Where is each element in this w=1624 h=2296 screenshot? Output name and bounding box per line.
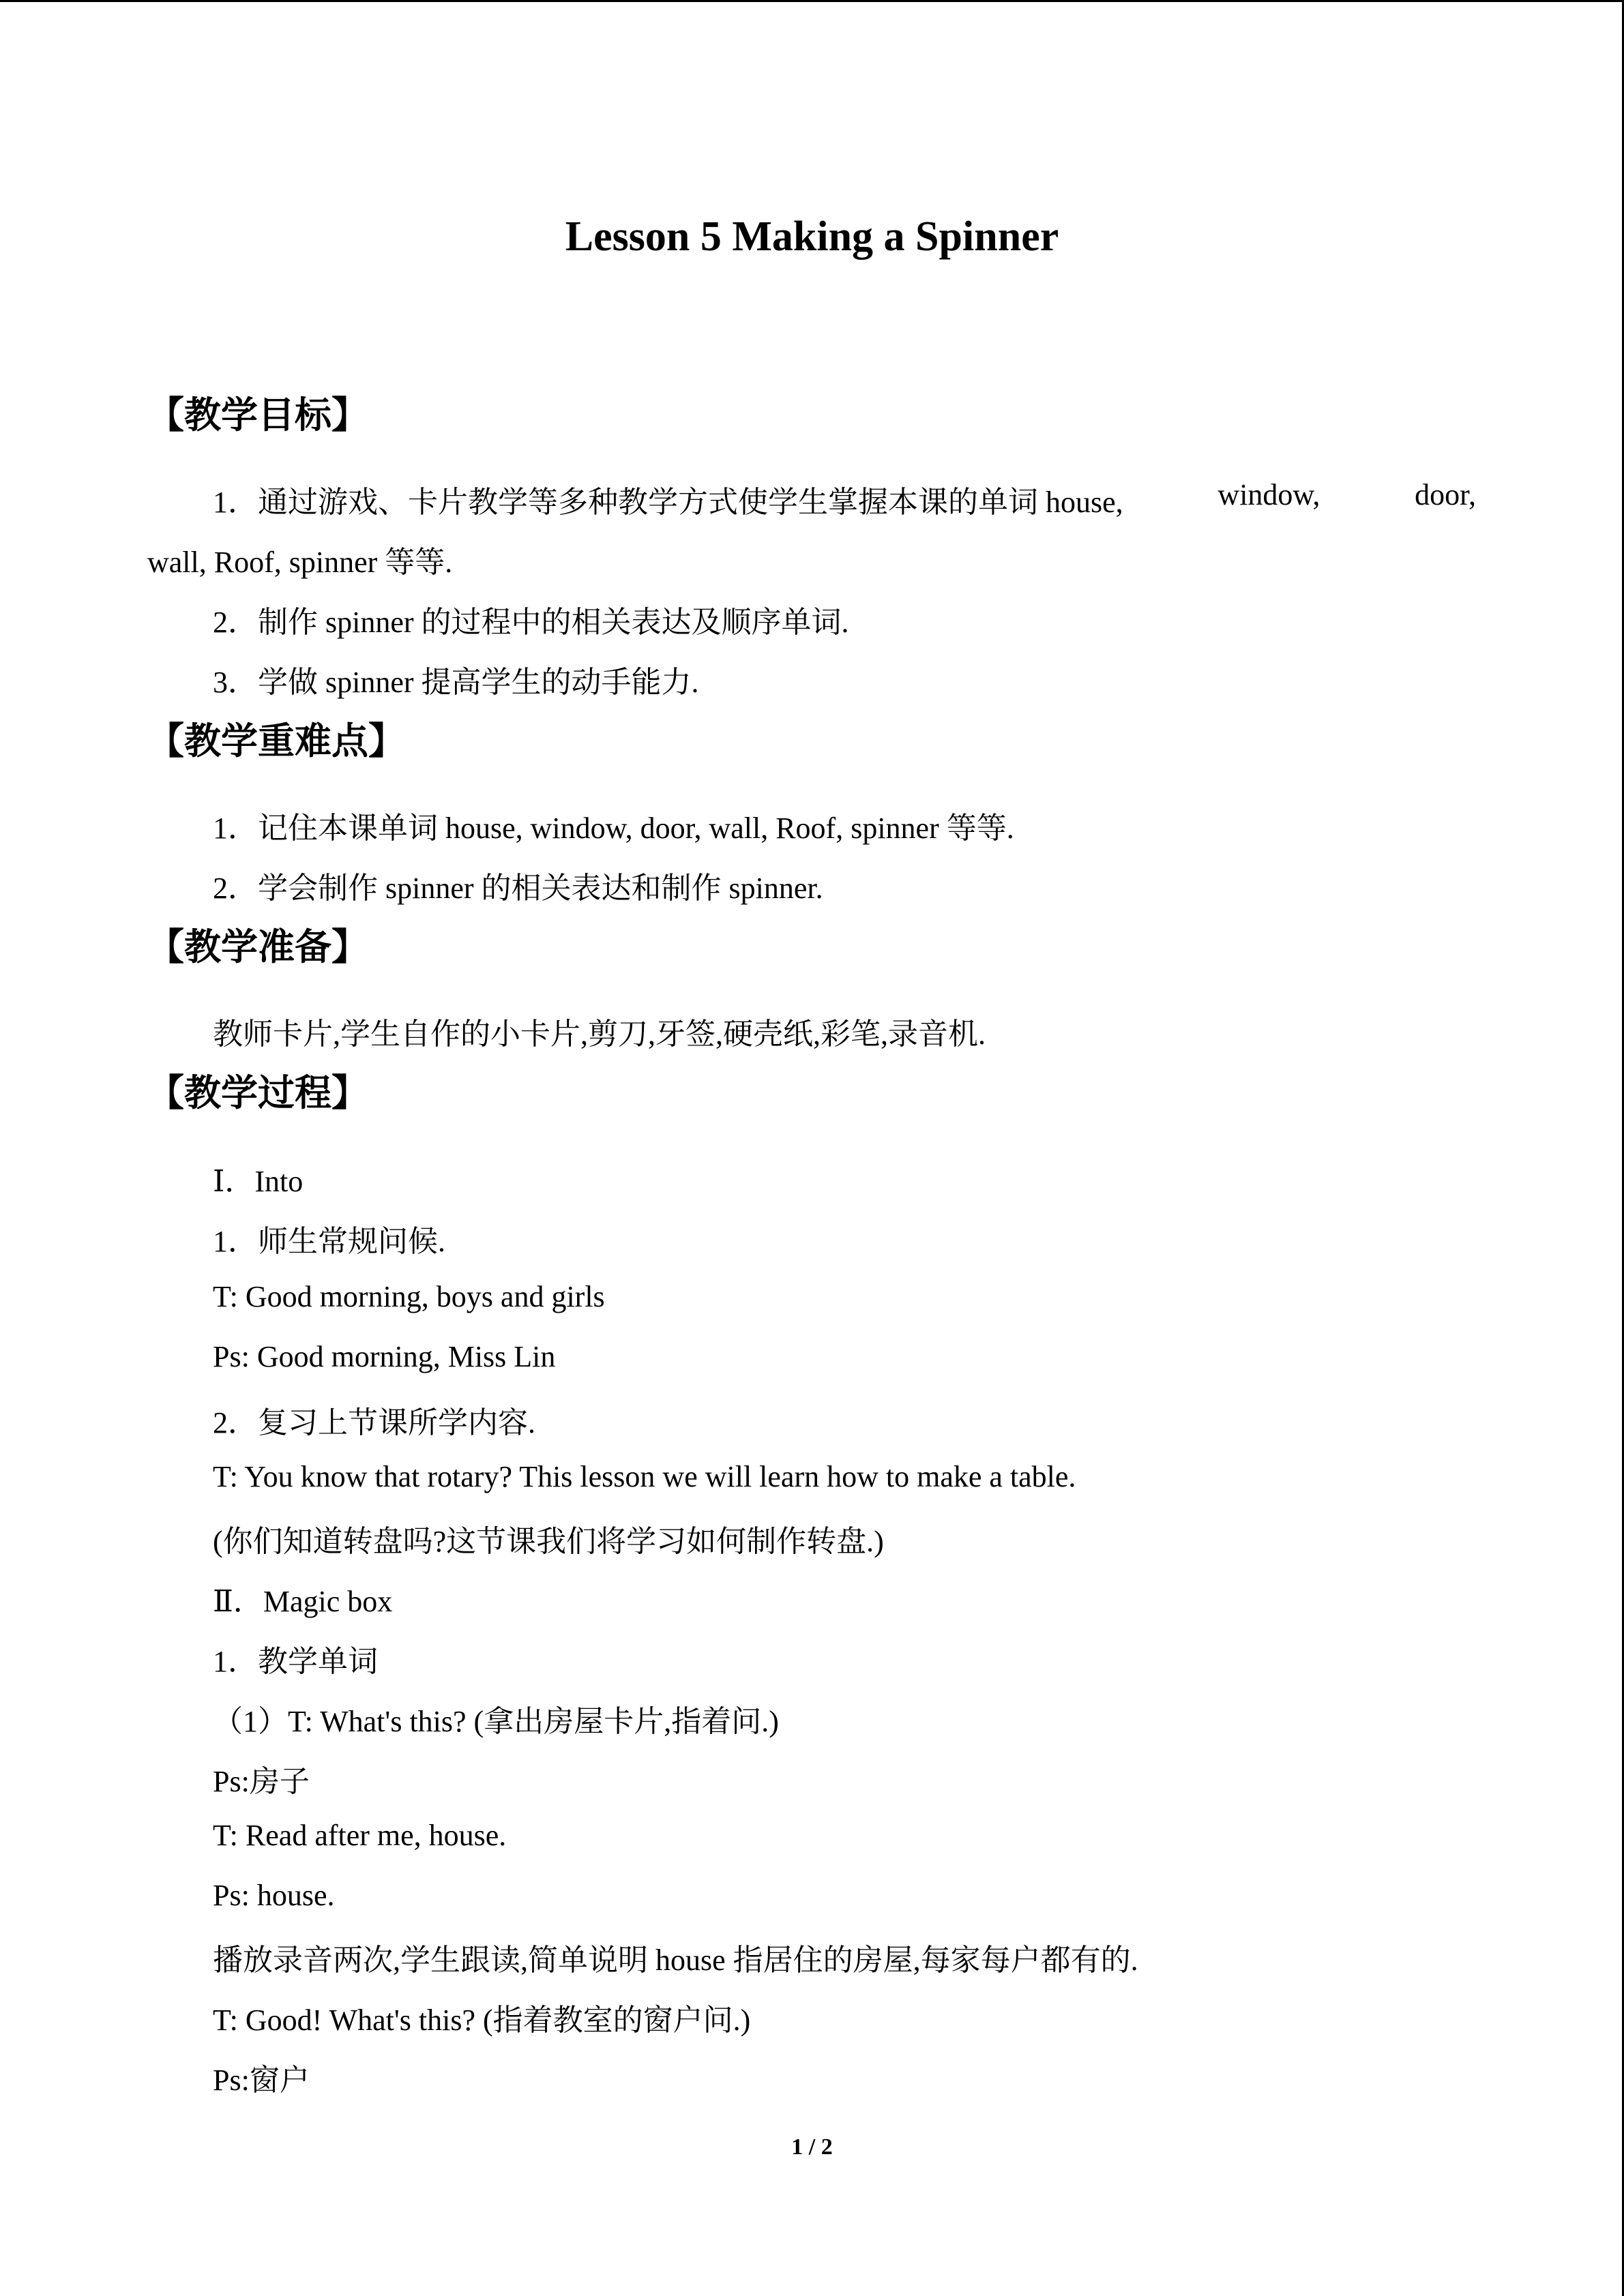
process-line: 2．复习上节课所学内容. — [213, 1406, 535, 1440]
process-line: 播放录音两次,学生跟读,简单说明 house 指居住的房屋,每家每户都有的. — [213, 1943, 1138, 1977]
process-line: T: You know that rotary? This lesson we will learn how to make a table. — [213, 1460, 1076, 1493]
heading-goals: 【教学目标】 — [147, 393, 368, 436]
process-line: （1）T: What's this? (拿出房屋卡片,指着问.) — [213, 1705, 779, 1738]
page-title: Lesson 5 Making a Spinner — [565, 213, 1059, 260]
process-line: Ps:窗户 — [213, 2063, 310, 2097]
process-line: T: Good! What's this? (指着教室的窗户问.) — [213, 2003, 751, 2037]
process-line: 1．师生常规问候. — [213, 1225, 445, 1258]
heading-prep: 【教学准备】 — [147, 925, 368, 968]
goal-item-2: 2．制作 spinner 的过程中的相关表达及顺序单词. — [213, 606, 849, 639]
goal-item-1-part-b: window, — [1217, 478, 1320, 511]
process-line: Ⅱ．Magic box — [213, 1585, 393, 1618]
process-line: 1．教学单词 — [213, 1645, 378, 1678]
top-border — [0, 0, 1624, 2]
prep-item-1: 教师卡片,学生自作的小卡片,剪刀,牙签,硬壳纸,彩笔,录音机. — [213, 1017, 986, 1051]
goal-item-1 — [213, 477, 1476, 521]
keypoint-item-1: 1．记住本课单词 house, window, door, wall, Roof, spinner 等等. — [213, 811, 1014, 845]
goal-item-1-part-c: door, — [1415, 478, 1476, 511]
process-line: Ps: house. — [213, 1879, 335, 1912]
page-number: 1 / 2 — [791, 2134, 833, 2160]
goal-item-3: 3．学做 spinner 提高学生的动手能力. — [213, 666, 699, 699]
process-line: Ⅰ．Into — [213, 1165, 304, 1198]
process-line: (你们知道转盘吗?这节课我们将学习如何制作转盘.) — [213, 1525, 884, 1558]
keypoint-item-2: 2．学会制作 spinner 的相关表达和制作 spinner. — [213, 871, 823, 905]
heading-process: 【教学过程】 — [147, 1071, 368, 1114]
process-line: T: Good morning, boys and girls — [213, 1280, 605, 1313]
goal-item-1-part-a: 1．通过游戏、卡片教学等多种教学方式使学生掌握本课的单词 house, — [213, 486, 1123, 519]
process-line: Ps: Good morning, Miss Lin — [213, 1340, 556, 1373]
process-line: T: Read after me, house. — [213, 1819, 507, 1852]
goal-item-1-continued: wall, Roof, spinner 等等. — [147, 546, 453, 579]
heading-keypoints: 【教学重难点】 — [147, 719, 405, 762]
process-line: Ps:房子 — [213, 1765, 310, 1798]
